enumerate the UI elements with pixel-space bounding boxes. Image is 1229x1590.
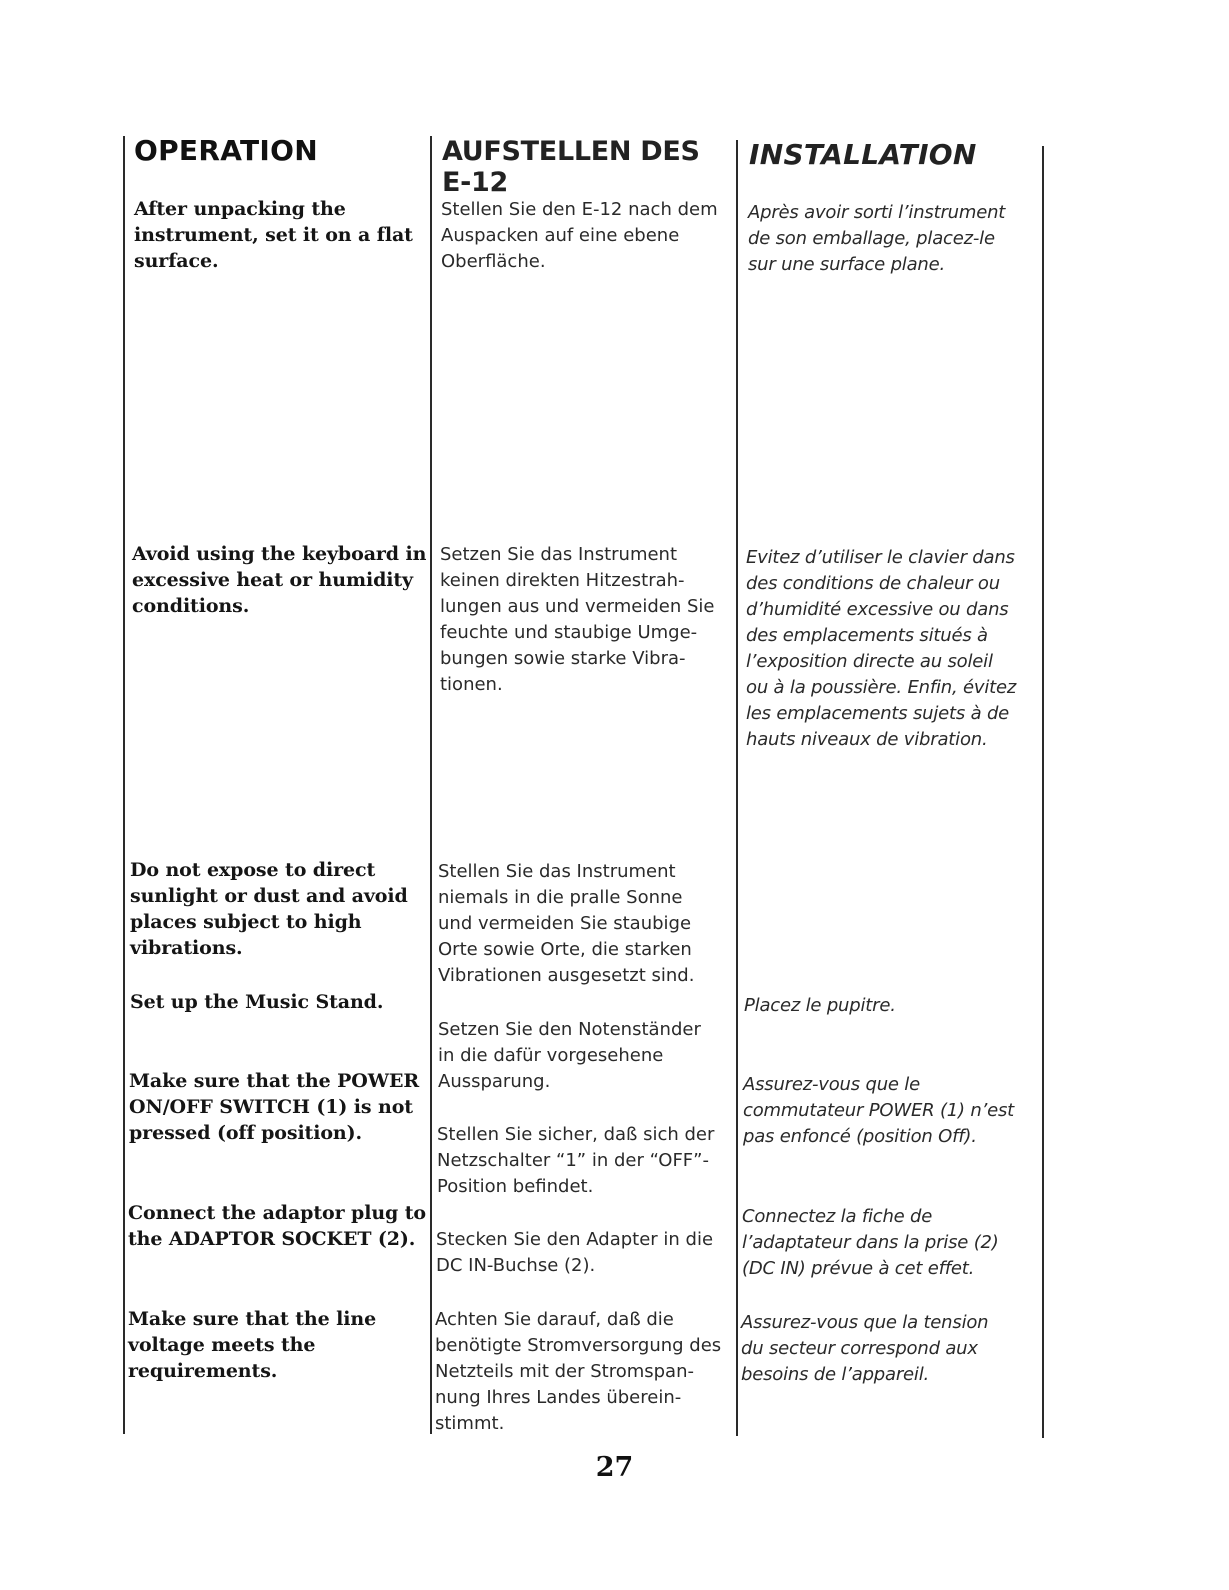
german-paragraph-unpacking: Stellen Sie den E-12 nach dem Auspacken auf eine ebene Oberfläche. [441,199,718,272]
page-number: 27 [595,1452,634,1483]
french-paragraph-music-stand: Placez le pupitre. [744,995,896,1016]
english-paragraph-heat-humidity: Avoid using the keyboard in excessive heat or humidity conditions. [132,543,427,617]
german-paragraph-adaptor: Stecken Sie den Adapter in die DC IN-Buchse (2). [436,1229,714,1276]
english-paragraph-power-switch: Make sure that the POWER ON/OFF SWITCH (1) is not pressed (off position). [129,1070,420,1144]
german-heading: AUFSTELLEN DES E-12 [442,136,700,198]
german-paragraph-power-switch: Stellen Sie sicher, daß sich der Netzschalter “1” in der “OFF”- Position befindet. [437,1124,715,1197]
french-paragraph-unpacking: Après avoir sorti l’instrument de son emballage, placez-le sur une surface plane. [748,202,1006,275]
german-paragraph-sunlight-dust: Stellen Sie das Instrument niemals in die pralle Sonne und vermeiden Sie staubige Orte sowie Orte, die starken Vibrationen ausgesetzt sind. [438,861,695,986]
french-paragraph-line-voltage: Assurez-vous que la tension du secteur correspond aux besoins de l’appareil. [741,1312,989,1385]
german-paragraph-music-stand: Setzen Sie den Notenständer in die dafür vorgesehene Aussparung. [438,1019,701,1092]
french-paragraph-power-switch: Assurez-vous que le commutateur POWER (1) n’est pas enfoncé (position Off). [743,1074,1015,1147]
german-column [430,0,736,1590]
english-paragraph-music-stand: Set up the Music Stand. [130,991,384,1013]
english-paragraph-sunlight-dust: Do not expose to direct sunlight or dust and avoid places subject to high vibrations. [130,859,408,959]
french-paragraph-heat-humidity: Evitez d’utiliser le clavier dans des conditions de chaleur ou d’humidité excessive ou dans des emplacements situés à l’exposition directe au soleil ou à la poussière. Enfin, évitez les emplacements sujets à de hauts niveaux de vibration. [746,547,1017,750]
french-column [736,0,1042,1590]
german-paragraph-line-voltage: Achten Sie darauf, daß die benötigte Stromversorgung des Netzteils mit der Stromspan- nung Ihres Landes überein- stimmt. [435,1309,722,1434]
english-column [0,0,430,1590]
german-paragraph-heat-humidity: Setzen Sie das Instrument keinen direkten Hitzestrah- lungen aus und vermeiden Sie feuchte und staubige Umge- bungen sowie starke Vibra- tionen. [440,544,715,695]
english-paragraph-adaptor: Connect the adaptor plug to the ADAPTOR SOCKET (2). [128,1202,426,1250]
column-rule-right [1042,146,1044,1438]
english-paragraph-unpacking: After unpacking the instrument, set it on a flat surface. [134,198,413,272]
french-heading: INSTALLATION [749,138,977,171]
french-paragraph-adaptor: Connectez la fiche de l’adaptateur dans la prise (2) (DC IN) prévue à cet effet. [742,1206,999,1279]
english-heading: OPERATION [134,134,318,167]
english-paragraph-line-voltage: Make sure that the line voltage meets the requirements. [128,1308,377,1382]
